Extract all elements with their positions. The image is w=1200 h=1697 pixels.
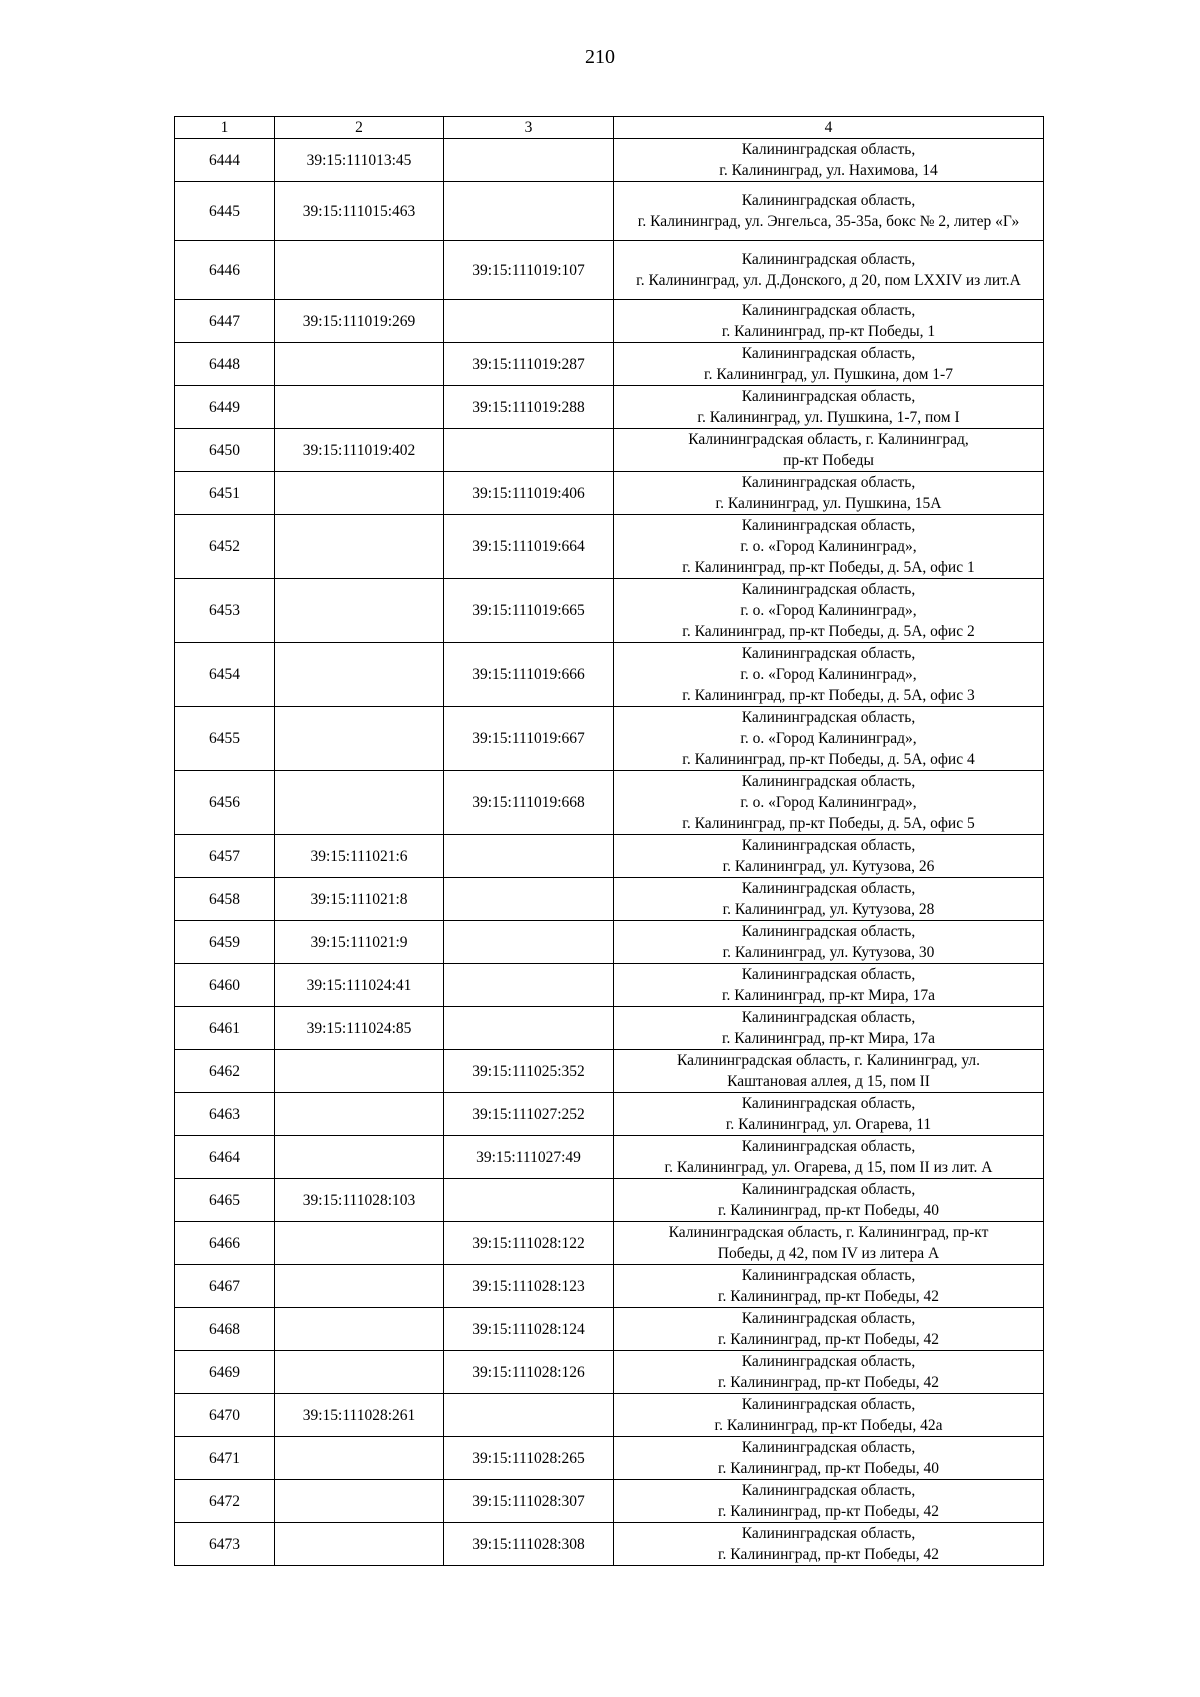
land-cadastral-number-cell: 39:15:111019:402 [275, 429, 444, 472]
table-row [175, 707, 1044, 771]
building-cadastral-number-cell: 39:15:111028:308 [444, 1523, 614, 1566]
building-cadastral-number-cell [444, 835, 614, 878]
address-cell: Калининградская область, г. Калининград, пр-кт Мира, 17а [614, 1007, 1044, 1050]
address-cell: Калининградская область, г. о. «Город Калининград», г. Калининград, пр-кт Победы, д. 5А, офис 1 [614, 515, 1044, 579]
address-cell: Калининградская область, г. Калининград, пр-кт Победы, 42а [614, 1394, 1044, 1437]
building-cadastral-number-cell: 39:15:111019:287 [444, 343, 614, 386]
address-cell: Калининградская область, г. Калининград, ул. Пушкина, 1-7, пом I [614, 386, 1044, 429]
table-row [175, 182, 1044, 241]
building-cadastral-number-cell [444, 1007, 614, 1050]
row-number-cell: 6466 [175, 1222, 275, 1265]
row-number-cell: 6470 [175, 1394, 275, 1437]
address-cell: Калининградская область, г. Калининград, ул. Пушкина, 15А [614, 472, 1044, 515]
building-cadastral-number-cell: 39:15:111019:107 [444, 241, 614, 300]
land-cadastral-number-cell [275, 1093, 444, 1136]
table-row [175, 472, 1044, 515]
table-row [175, 386, 1044, 429]
row-number-cell: 6445 [175, 182, 275, 241]
building-cadastral-number-cell: 39:15:111028:307 [444, 1480, 614, 1523]
table-row [175, 579, 1044, 643]
row-number-cell: 6452 [175, 515, 275, 579]
building-cadastral-number-cell: 39:15:111027:252 [444, 1093, 614, 1136]
land-cadastral-number-cell: 39:15:111015:463 [275, 182, 444, 241]
row-number-cell: 6462 [175, 1050, 275, 1093]
land-cadastral-number-cell: 39:15:111021:8 [275, 878, 444, 921]
address-cell: Калининградская область, г. о. «Город Калининград», г. Калининград, пр-кт Победы, д. 5А, офис 5 [614, 771, 1044, 835]
table-body [175, 139, 1044, 1566]
row-number-cell: 6464 [175, 1136, 275, 1179]
land-cadastral-number-cell: 39:15:111019:269 [275, 300, 444, 343]
table-row [175, 1179, 1044, 1222]
row-number-cell: 6449 [175, 386, 275, 429]
table-row [175, 241, 1044, 300]
table-row [175, 921, 1044, 964]
land-cadastral-number-cell: 39:15:111021:9 [275, 921, 444, 964]
building-cadastral-number-cell: 39:15:111027:49 [444, 1136, 614, 1179]
building-cadastral-number-cell: 39:15:111028:122 [444, 1222, 614, 1265]
address-cell: Калининградская область, г. Калининград, пр-кт Победы, 42 [614, 1265, 1044, 1308]
header-col-3: 3 [444, 117, 614, 139]
row-number-cell: 6453 [175, 579, 275, 643]
land-cadastral-number-cell: 39:15:111013:45 [275, 139, 444, 182]
address-cell: Калининградская область, г. Калининград, ул. Нахимова, 14 [614, 139, 1044, 182]
row-number-cell: 6447 [175, 300, 275, 343]
page-number: 210 [585, 46, 615, 68]
land-cadastral-number-cell: 39:15:111028:261 [275, 1394, 444, 1437]
row-number-cell: 6463 [175, 1093, 275, 1136]
land-cadastral-number-cell: 39:15:111024:85 [275, 1007, 444, 1050]
land-cadastral-number-cell: 39:15:111021:6 [275, 835, 444, 878]
address-cell: Калининградская область, г. Калининград, ул. Каштановая аллея, д 15, пом II [614, 1050, 1044, 1093]
address-cell: Калининградская область, г. Калининград, пр-кт Победы, 42 [614, 1308, 1044, 1351]
table-row [175, 835, 1044, 878]
building-cadastral-number-cell [444, 300, 614, 343]
table-row [175, 1523, 1044, 1566]
land-cadastral-number-cell [275, 579, 444, 643]
address-cell: Калининградская область, г. о. «Город Калининград», г. Калининград, пр-кт Победы, д. 5А, офис 4 [614, 707, 1044, 771]
land-cadastral-number-cell: 39:15:111024:41 [275, 964, 444, 1007]
building-cadastral-number-cell: 39:15:111028:123 [444, 1265, 614, 1308]
address-cell: Калининградская область, г. Калининград, пр-кт Победы [614, 429, 1044, 472]
row-number-cell: 6467 [175, 1265, 275, 1308]
address-cell: Калининградская область, г. Калининград, пр-кт Победы, 42 [614, 1351, 1044, 1394]
land-cadastral-number-cell [275, 771, 444, 835]
land-cadastral-number-cell [275, 1050, 444, 1093]
row-number-cell: 6465 [175, 1179, 275, 1222]
building-cadastral-number-cell: 39:15:111019:668 [444, 771, 614, 835]
row-number-cell: 6459 [175, 921, 275, 964]
row-number-cell: 6455 [175, 707, 275, 771]
header-row [175, 117, 1044, 139]
table-row [175, 964, 1044, 1007]
building-cadastral-number-cell: 39:15:111028:126 [444, 1351, 614, 1394]
header-col-4: 4 [614, 117, 1044, 139]
land-cadastral-number-cell [275, 343, 444, 386]
address-cell: Калининградская область, г. Калининград, ул. Кутузова, 26 [614, 835, 1044, 878]
address-cell: Калининградская область, г. Калининград, пр-кт Мира, 17а [614, 964, 1044, 1007]
row-number-cell: 6454 [175, 643, 275, 707]
table-row [175, 771, 1044, 835]
row-number-cell: 6460 [175, 964, 275, 1007]
building-cadastral-number-cell: 39:15:111019:667 [444, 707, 614, 771]
address-cell: Калининградская область, г. Калининград, пр-кт Победы, 42 [614, 1480, 1044, 1523]
table-row [175, 1093, 1044, 1136]
building-cadastral-number-cell [444, 182, 614, 241]
row-number-cell: 6448 [175, 343, 275, 386]
building-cadastral-number-cell [444, 921, 614, 964]
address-cell: Калининградская область, г. о. «Город Калининград», г. Калининград, пр-кт Победы, д. 5А, офис 2 [614, 579, 1044, 643]
land-cadastral-number-cell: 39:15:111028:103 [275, 1179, 444, 1222]
land-cadastral-number-cell [275, 472, 444, 515]
row-number-cell: 6444 [175, 139, 275, 182]
address-cell: Калининградская область, г. Калининград, ул. Энгельса, 35-35а, бокс № 2, литер «Г» [614, 182, 1044, 241]
row-number-cell: 6472 [175, 1480, 275, 1523]
table-row [175, 515, 1044, 579]
building-cadastral-number-cell [444, 139, 614, 182]
table-header [175, 117, 1044, 139]
land-cadastral-number-cell [275, 1136, 444, 1179]
table-row [175, 1394, 1044, 1437]
row-number-cell: 6450 [175, 429, 275, 472]
row-number-cell: 6461 [175, 1007, 275, 1050]
building-cadastral-number-cell [444, 429, 614, 472]
registry-table [174, 116, 1044, 1566]
land-cadastral-number-cell [275, 1523, 444, 1566]
land-cadastral-number-cell [275, 515, 444, 579]
row-number-cell: 6473 [175, 1523, 275, 1566]
table-row [175, 643, 1044, 707]
building-cadastral-number-cell [444, 1179, 614, 1222]
row-number-cell: 6468 [175, 1308, 275, 1351]
row-number-cell: 6446 [175, 241, 275, 300]
table-row [175, 1480, 1044, 1523]
land-cadastral-number-cell [275, 241, 444, 300]
table-row [175, 1308, 1044, 1351]
row-number-cell: 6458 [175, 878, 275, 921]
table-row [175, 1222, 1044, 1265]
table-row [175, 343, 1044, 386]
table-row [175, 878, 1044, 921]
header-col-2: 2 [275, 117, 444, 139]
building-cadastral-number-cell: 39:15:111019:288 [444, 386, 614, 429]
table-row [175, 1136, 1044, 1179]
address-cell: Калининградская область, г. Калининград, пр-кт Победы, 40 [614, 1437, 1044, 1480]
row-number-cell: 6451 [175, 472, 275, 515]
address-cell: Калининградская область, г. Калининград, пр-кт Победы, 1 [614, 300, 1044, 343]
building-cadastral-number-cell: 39:15:111019:666 [444, 643, 614, 707]
table-row [175, 1265, 1044, 1308]
land-cadastral-number-cell [275, 707, 444, 771]
land-cadastral-number-cell [275, 1308, 444, 1351]
row-number-cell: 6469 [175, 1351, 275, 1394]
row-number-cell: 6471 [175, 1437, 275, 1480]
address-cell: Калининградская область, г. Калининград, пр-кт Победы, 40 [614, 1179, 1044, 1222]
building-cadastral-number-cell: 39:15:111019:664 [444, 515, 614, 579]
building-cadastral-number-cell [444, 1394, 614, 1437]
building-cadastral-number-cell: 39:15:111019:406 [444, 472, 614, 515]
address-cell: Калининградская область, г. Калининград, ул. Огарева, д 15, пом II из лит. А [614, 1136, 1044, 1179]
land-cadastral-number-cell [275, 1437, 444, 1480]
address-cell: Калининградская область, г. Калининград, пр-кт Победы, д 42, пом IV из литера А [614, 1222, 1044, 1265]
land-cadastral-number-cell [275, 386, 444, 429]
building-cadastral-number-cell [444, 878, 614, 921]
address-cell: Калининградская область, г. Калининград, ул. Огарева, 11 [614, 1093, 1044, 1136]
building-cadastral-number-cell: 39:15:111028:124 [444, 1308, 614, 1351]
building-cadastral-number-cell: 39:15:111019:665 [444, 579, 614, 643]
table-row [175, 1437, 1044, 1480]
table-row [175, 1050, 1044, 1093]
row-number-cell: 6456 [175, 771, 275, 835]
table-row [175, 139, 1044, 182]
land-cadastral-number-cell [275, 1351, 444, 1394]
table-row [175, 300, 1044, 343]
row-number-cell: 6457 [175, 835, 275, 878]
header-col-1: 1 [175, 117, 275, 139]
land-cadastral-number-cell [275, 1265, 444, 1308]
address-cell: Калининградская область, г. о. «Город Калининград», г. Калининград, пр-кт Победы, д. 5А, офис 3 [614, 643, 1044, 707]
land-cadastral-number-cell [275, 1480, 444, 1523]
address-cell: Калининградская область, г. Калининград, ул. Пушкина, дом 1-7 [614, 343, 1044, 386]
address-cell: Калининградская область, г. Калининград, ул. Кутузова, 28 [614, 878, 1044, 921]
address-cell: Калининградская область, г. Калининград, ул. Д.Донского, д 20, пом LXXIV из лит.А [614, 241, 1044, 300]
address-cell: Калининградская область, г. Калининград, пр-кт Победы, 42 [614, 1523, 1044, 1566]
address-cell: Калининградская область, г. Калининград, ул. Кутузова, 30 [614, 921, 1044, 964]
building-cadastral-number-cell: 39:15:111028:265 [444, 1437, 614, 1480]
land-cadastral-number-cell [275, 643, 444, 707]
building-cadastral-number-cell: 39:15:111025:352 [444, 1050, 614, 1093]
table-row [175, 429, 1044, 472]
table-row [175, 1007, 1044, 1050]
land-cadastral-number-cell [275, 1222, 444, 1265]
building-cadastral-number-cell [444, 964, 614, 1007]
table-row [175, 1351, 1044, 1394]
